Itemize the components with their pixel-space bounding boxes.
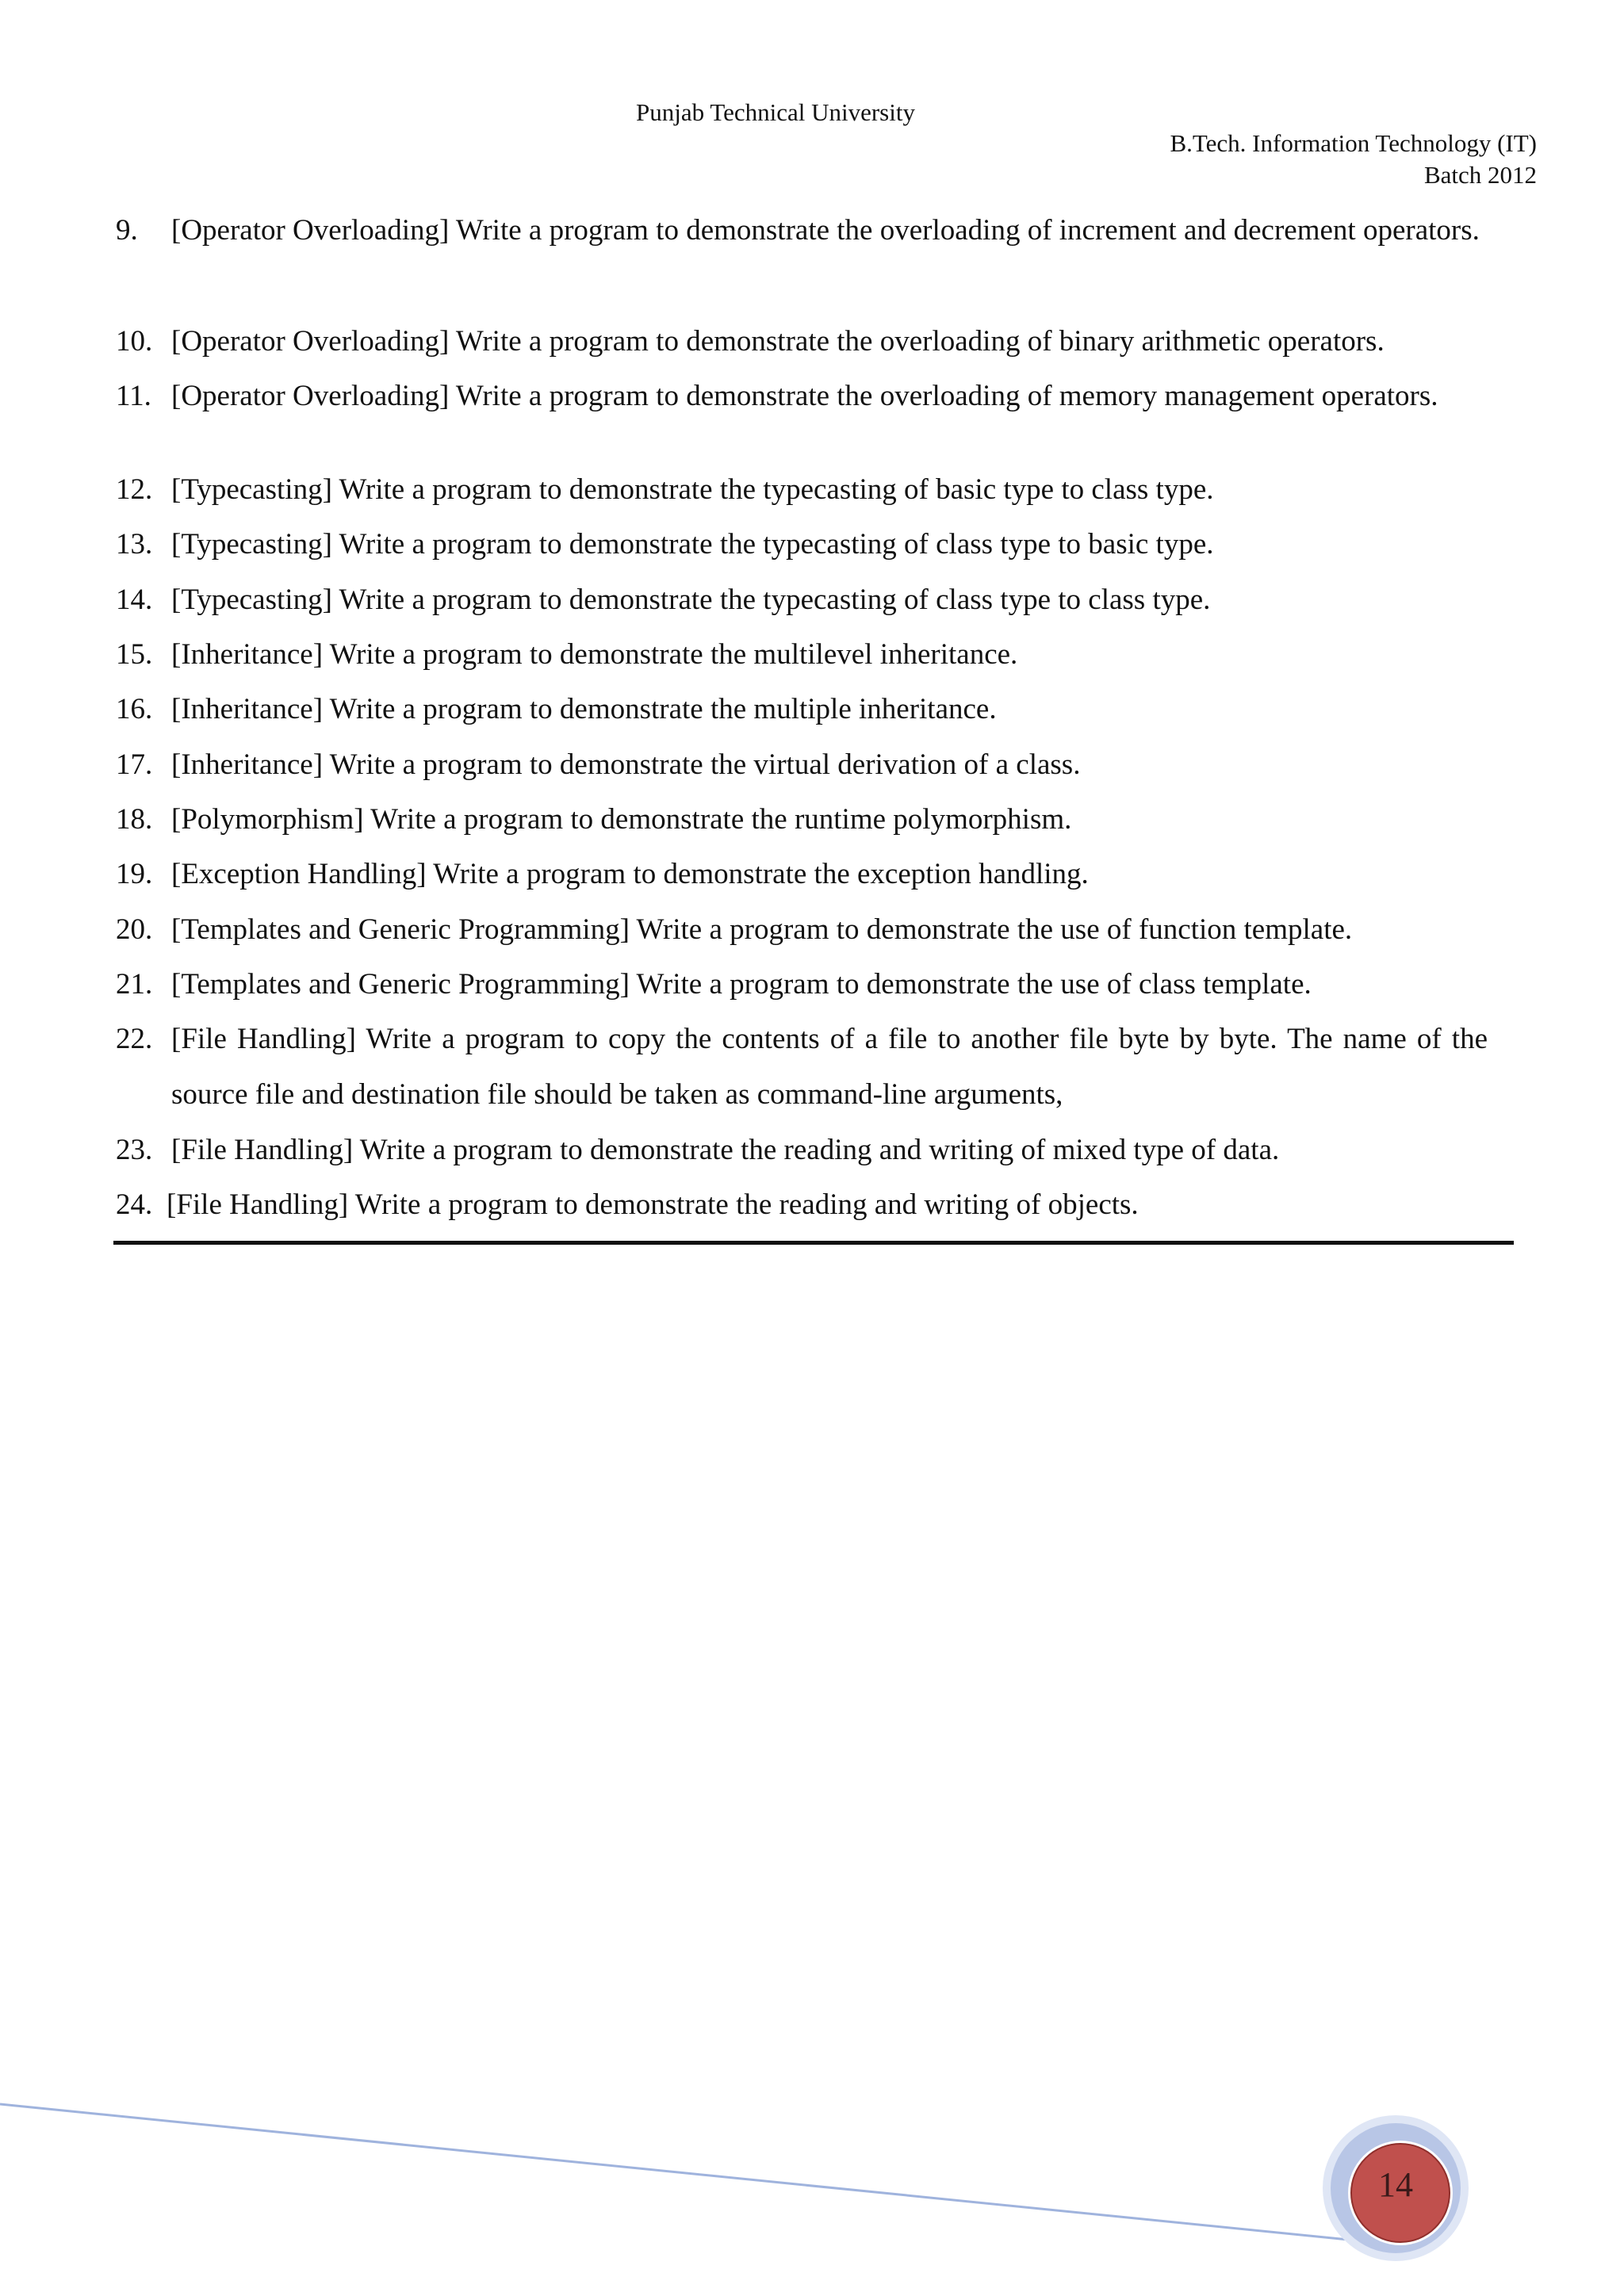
- item-number: 15.: [116, 638, 153, 671]
- item-text: [Operator Overloading] Write a program to demonstrate the overloading of binary arithmetic operators.: [171, 325, 1385, 358]
- item-text: [Inheritance] Write a program to demonstrate the multiple inheritance.: [171, 693, 997, 725]
- item-text: [Typecasting] Write a program to demonstrate the typecasting of class type to basic type.: [171, 528, 1214, 561]
- item-text: [File Handling] Write a program to demonstrate the reading and writing of mixed type of data.: [171, 1134, 1280, 1166]
- item-number: 9.: [116, 214, 138, 247]
- item-number: 14.: [116, 584, 153, 616]
- footer-line: [0, 2104, 1388, 2244]
- section-divider: [113, 1241, 1514, 1245]
- item-number: 18.: [116, 803, 153, 836]
- item-text: [Templates and Generic Programming] Write a program to demonstrate the use of function template.: [171, 913, 1353, 946]
- item-number: 20.: [116, 913, 153, 946]
- item-text: [Inheritance] Write a program to demonstrate the multilevel inheritance.: [171, 638, 1018, 671]
- item-number: 21.: [116, 968, 153, 1001]
- item-number: 19.: [116, 858, 153, 890]
- item-number: 17.: [116, 748, 153, 781]
- item-number: 10.: [116, 325, 153, 358]
- item-text: [Typecasting] Write a program to demonstrate the typecasting of class type to class type.: [171, 584, 1211, 616]
- item-text: [Exception Handling] Write a program to demonstrate the exception handling.: [171, 858, 1089, 890]
- item-text: [Polymorphism] Write a program to demonstrate the runtime polymorphism.: [171, 803, 1072, 836]
- item-number: 12.: [116, 473, 153, 506]
- item-number: 13.: [116, 528, 153, 561]
- item-text: [Inheritance] Write a program to demonstrate the virtual derivation of a class.: [171, 748, 1081, 781]
- item-number: 11.: [116, 380, 151, 412]
- item-number: 23.: [116, 1134, 153, 1166]
- item-number: 24.: [116, 1188, 153, 1221]
- item-number: 22.: [116, 1023, 153, 1055]
- header-university: Punjab Technical University: [636, 98, 915, 126]
- item-text: [Operator Overloading] Write a program to demonstrate the overloading of memory management operators.: [171, 380, 1438, 412]
- item-text: [File Handling] Write a program to demonstrate the reading and writing of objects.: [167, 1188, 1139, 1221]
- item-text: [Operator Overloading] Write a program to demonstrate the overloading of increment and decrement operators.: [171, 214, 1480, 247]
- header-batch: Batch 2012: [1423, 161, 1537, 189]
- item-number: 16.: [116, 693, 153, 725]
- page-number: 14: [1378, 2165, 1413, 2204]
- item-text: [Templates and Generic Programming] Write a program to demonstrate the use of class template.: [171, 968, 1312, 1001]
- header-program: B.Tech. Information Technology (IT): [1170, 129, 1537, 157]
- item-text: [File Handling] Write a program to copy the contents of a file to another file byte by byte. The name of the source file and destination file should be taken as command-line arguments,: [171, 1023, 1488, 1111]
- item-text: [Typecasting] Write a program to demonstrate the typecasting of basic type to class type.: [171, 473, 1214, 506]
